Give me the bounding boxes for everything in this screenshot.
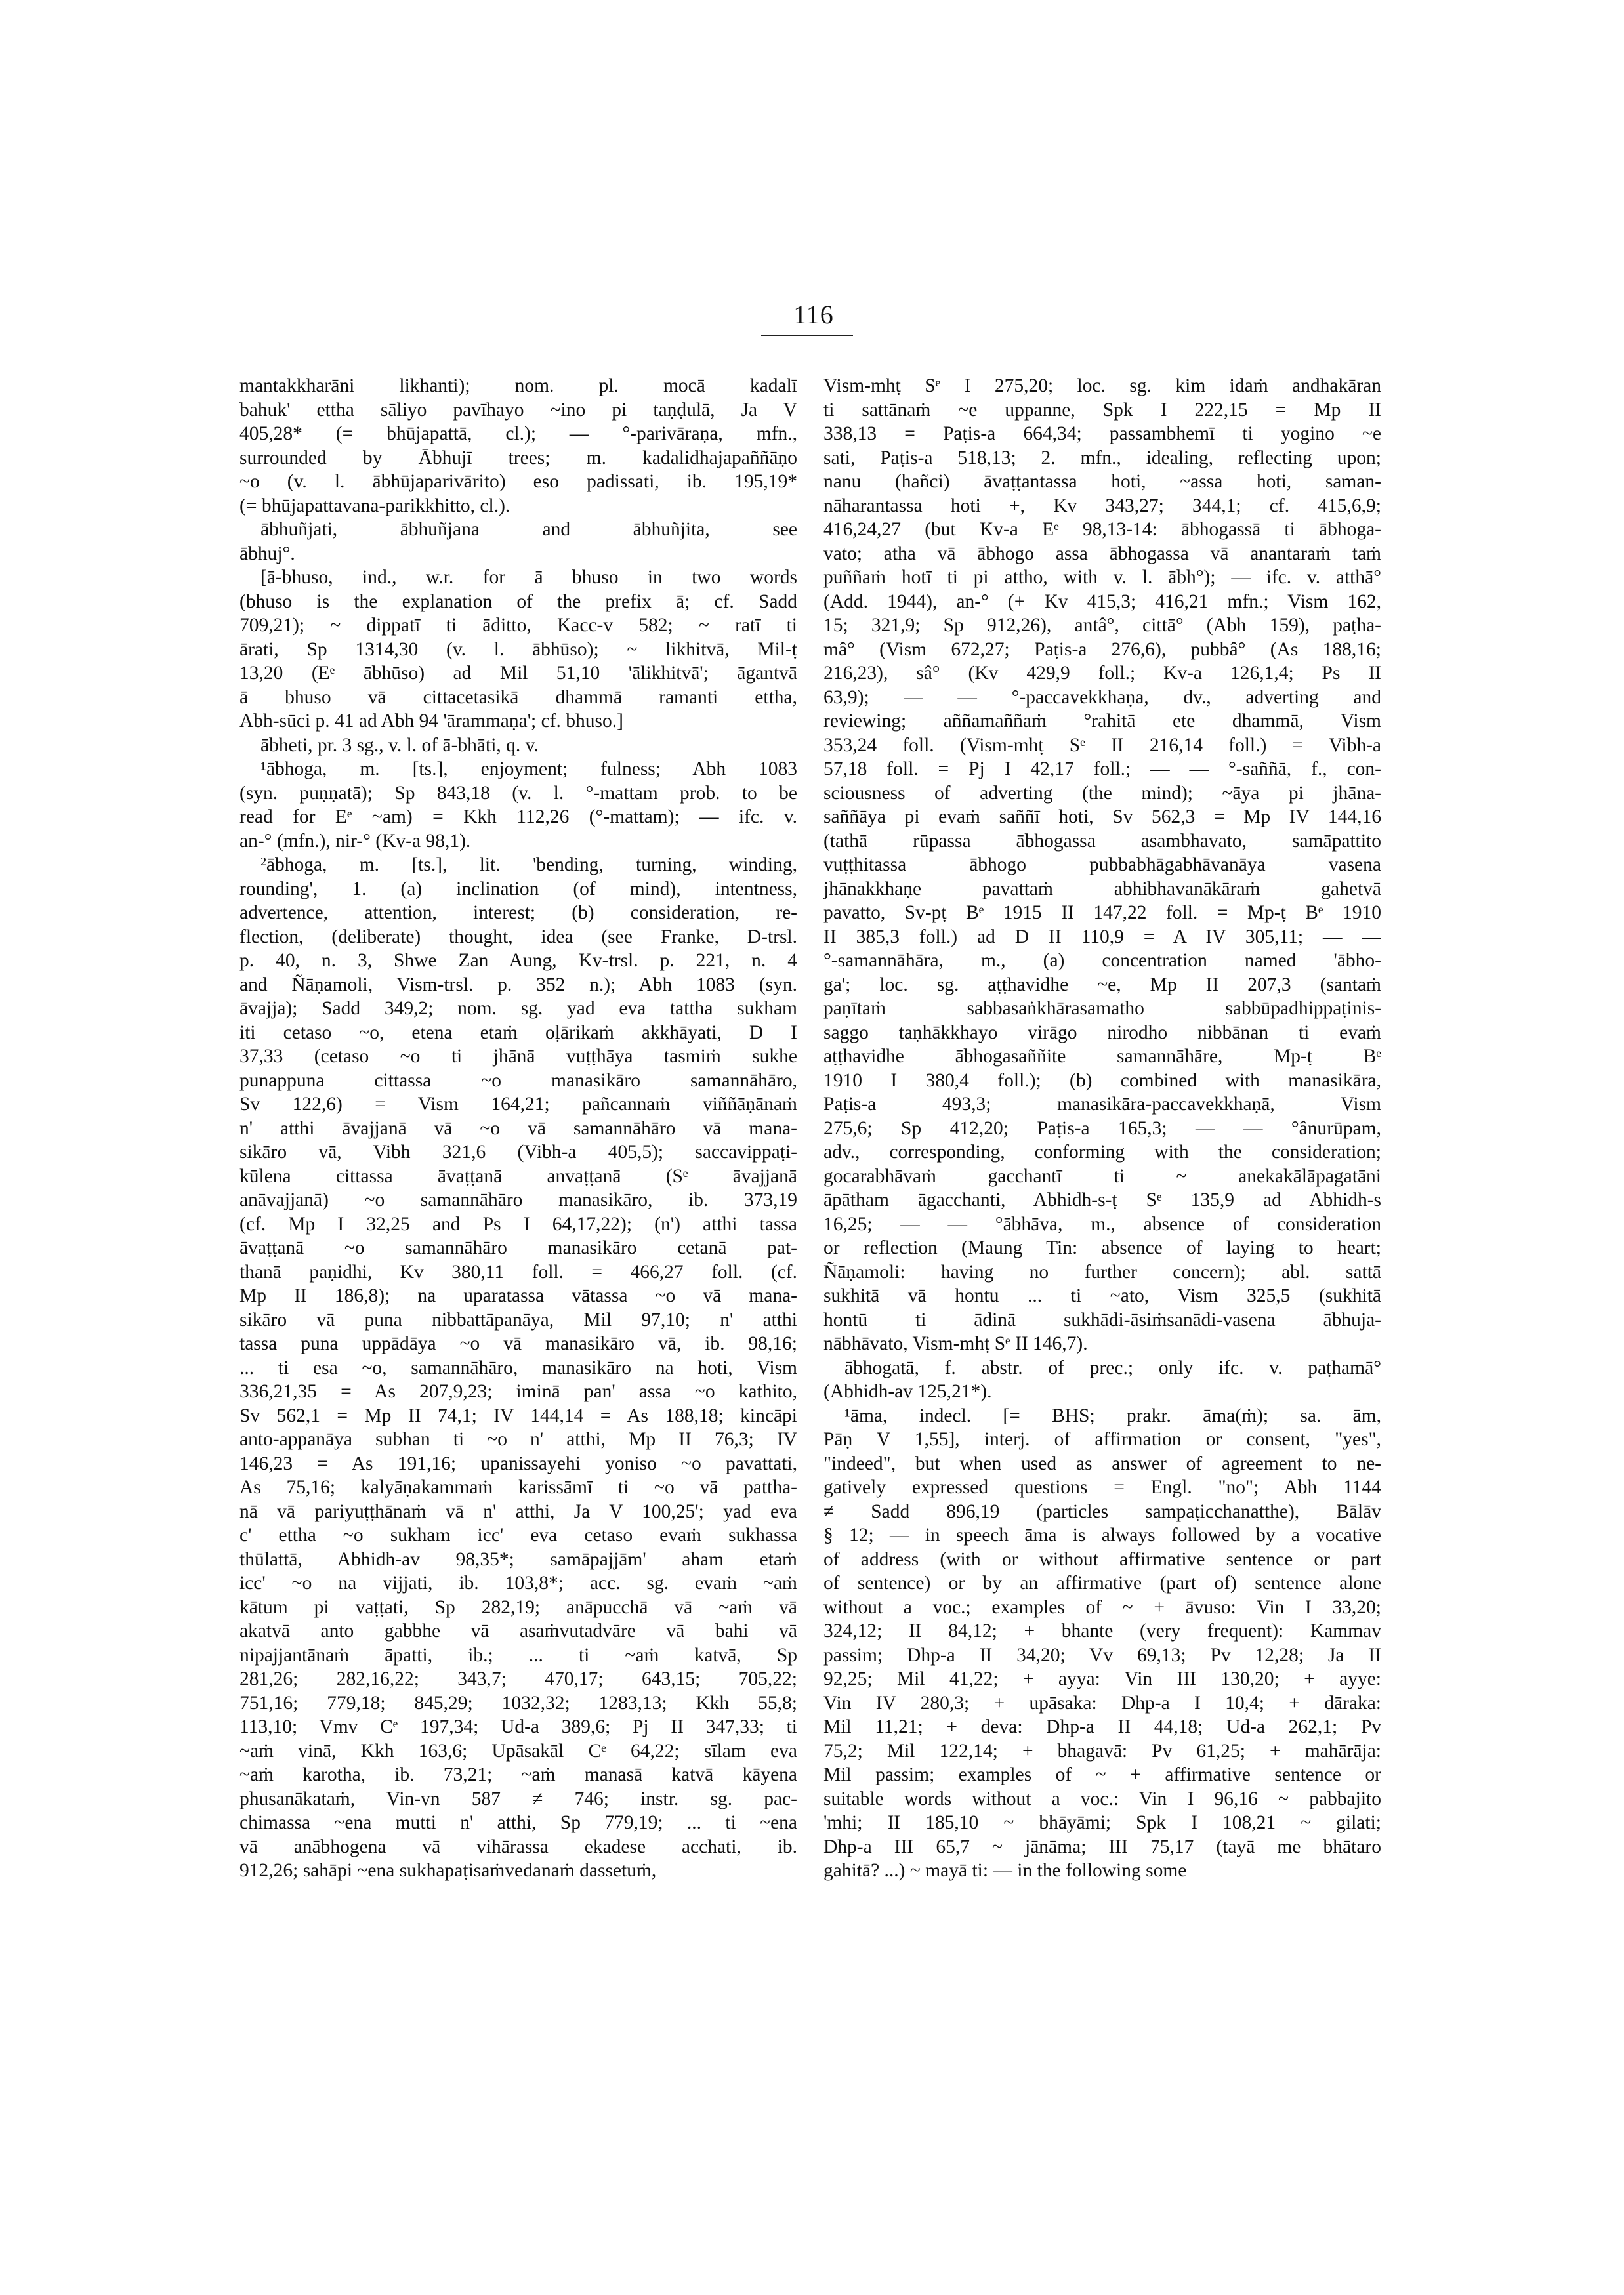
left-column-line: 113,10; Vmv Cᵉ 197,34; Ud-a 389,6; Pj II 347,33; ti <box>239 1716 797 1737</box>
left-column-line: Sv 562,1 = Mp II 74,1; IV 144,14 = As 188,18; kincāpi <box>239 1405 797 1426</box>
right-column-line: °-samannāhāra, m., (a) concentration named 'ābho- <box>823 950 1381 971</box>
left-column-line: Sv 122,6) = Vism 164,21; pañcannaṁ viññāṇānaṁ <box>239 1094 797 1115</box>
left-column-line: anto-appanāya subhan ti ~o n' atthi, Mp II 76,3; IV <box>239 1429 797 1450</box>
left-column <box>239 374 797 1883</box>
right-column-line: 16,25; — — °ābhāva, m., absence of consideration <box>823 1213 1381 1235</box>
right-column-line: reviewing; aññamaññaṁ °rahitā ete dhammā, Vism <box>823 711 1381 732</box>
left-column-line: anāvajjanā) ~o samannāhāro manasikāro, ib. 373,19 <box>239 1189 797 1210</box>
left-column-line: phusanākataṁ, Vin-vn 587 ≠ 746; instr. sg. pac- <box>239 1788 797 1809</box>
left-column-line: ābhuj°. <box>239 543 295 564</box>
left-column-line: mantakkharāni likhanti); nom. pl. mocā kadalī <box>239 375 797 396</box>
left-column-line: c' ettha ~o sukham icc' eva cetaso evaṁ sukhassa <box>239 1525 797 1546</box>
left-column-line: punappuna cittassa ~o manasikāro samannāhāro, <box>239 1069 797 1091</box>
right-column-line: puññaṁ hotī ti pi attho, with v. l. ābh°); — ifc. v. atthā° <box>823 567 1381 588</box>
left-column-line: 751,16; 779,18; 845,29; 1032,32; 1283,13; Kkh 55,8; <box>239 1692 797 1714</box>
right-column-line: adv., corresponding, conforming with the consideration; <box>823 1142 1381 1163</box>
left-column-line: Mp II 186,8); na uparatassa vātassa ~o vā mana- <box>239 1285 797 1306</box>
right-column-line: 324,12; II 84,12; + bhante (very frequent): Kammav <box>823 1621 1381 1642</box>
right-column-line: II 385,3 foll.) ad D II 110,9 = A IV 305,11; — — <box>823 926 1381 947</box>
right-column-line: of address (with or without affirmative sentence or part <box>823 1548 1381 1570</box>
left-column-line: kātum pi vaṭṭati, Sp 282,19; anāpucchā vā ~aṁ vā <box>239 1596 797 1618</box>
left-column-line: 13,20 (Eᵉ ābhūso) ad Mil 51,10 'ālikhitvā'; āgantvā <box>239 663 797 684</box>
right-column-line: or reflection (Maung Tin: absence of laying to heart; <box>823 1237 1381 1258</box>
left-column-line: āvaṭṭanā ~o samannāhāro manasikāro cetanā pat- <box>239 1237 797 1258</box>
left-column-line: [ā-bhuso, ind., w.r. for ā bhuso in two words <box>260 567 797 588</box>
left-column-line: (cf. Mp I 32,25 and Ps I 64,17,22); (n') atthi tassa <box>239 1213 797 1235</box>
right-column-line: (Abhidh-av 125,21*). <box>823 1381 992 1402</box>
left-column-line: As 75,16; kalyāṇakammaṁ karissāmī ti ~o vā pattha- <box>239 1477 797 1498</box>
right-column-line: jhānakkhaṇe pavattaṁ abhibhavanākāraṁ gahetvā <box>823 878 1381 899</box>
left-column-line: bahuk' ettha sāliyo pavīhayo ~ino pi taṇḍulā, Ja V <box>239 399 797 421</box>
right-column-line: of sentence) or by an affirmative (part of) sentence alone <box>823 1573 1381 1594</box>
left-column-line: tassa puna uppādāya ~o vā manasikāro vā, ib. 98,16; <box>239 1333 797 1354</box>
right-column-line: nābhāvato, Vism-mhṭ Sᵉ II 146,7). <box>823 1333 1088 1354</box>
left-column-line: ā bhuso vā cittacetasikā dhammā ramanti ettha, <box>239 686 797 708</box>
left-column-line: sikāro vā puna nibbattāpanāya, Mil 97,10; n' atthi <box>239 1309 797 1331</box>
right-column-line: 275,6; Sp 412,20; Paṭis-a 165,3; — — °ânurūpam, <box>823 1117 1381 1139</box>
left-column-line: ābheti, pr. 3 sg., v. l. of ā-bhāti, q. v. <box>260 734 539 756</box>
right-column-line: Dhp-a III 65,7 ~ jānāma; III 75,17 (tayā me bhātaro <box>823 1836 1381 1857</box>
right-column-line: "indeed", but when used as answer of agreement to ne- <box>823 1453 1381 1474</box>
right-column-line: 416,24,27 (but Kv-a Eᵉ 98,13-14: ābhogassā ti ābhoga- <box>823 519 1381 540</box>
left-column-line: flection, (deliberate) thought, idea (see Franke, D-trsl. <box>239 926 797 947</box>
right-column-line: (Add. 1944), an-° (+ Kv 415,3; 416,21 mfn.; Vism 162, <box>823 590 1381 612</box>
right-column-line: hontū ti ādinā sukhādi-āsiṁsanādi-vasena ābhuja- <box>823 1309 1381 1331</box>
right-column-line: saññāya pi evaṁ saññī hoti, Sv 562,3 = Mp IV 144,16 <box>823 806 1381 827</box>
right-column-line: § 12; — in speech āma is always followed by a vocative <box>823 1525 1381 1546</box>
left-column-line: 37,33 (cetaso ~o ti jhānā vuṭṭhāya tasmiṁ sukhe <box>239 1046 797 1067</box>
right-column-line: suitable words without a voc.: Vin I 96,16 ~ pabbajito <box>823 1788 1381 1809</box>
left-column-line: Abh-sūci p. 41 ad Abh 94 'ārammaṇa'; cf. bhuso.] <box>239 711 623 732</box>
left-column-line: nipajjantānaṁ āpatti, ib.; ... ti ~aṁ katvā, Sp <box>239 1644 797 1666</box>
right-column-line: passim; Dhp-a II 34,20; Vv 69,13; Pv 12,28; Ja II <box>823 1644 1381 1666</box>
left-column-line: surrounded by Ābhujī trees; m. kadalidhajapaññāṇo <box>239 447 797 468</box>
right-column-line: gatively expressed questions = Engl. "no"; Abh 1144 <box>823 1477 1381 1498</box>
left-column-line: ārati, Sp 1314,30 (v. l. ābhūso); ~ likhitvā, Mil-ṭ <box>239 638 797 660</box>
left-column-line: n' atthi āvajjanā vā ~o vā samannāhāro vā mana- <box>239 1117 797 1139</box>
right-column-line: pavatto, Sv-pṭ Bᵉ 1915 II 147,22 foll. = Mp-ṭ Bᵉ 1910 <box>823 902 1381 923</box>
left-column-line: ¹ābhoga, m. [ts.], enjoyment; fulness; Abh 1083 <box>260 758 797 779</box>
right-column-line: sukhitā vā hontu ... ti ~ato, Vism 325,5 (sukhitā <box>823 1285 1381 1306</box>
left-column-line: rounding', 1. (a) inclination (of mind), intentness, <box>239 878 797 899</box>
left-column-line: iti cetaso ~o, etena etaṁ oḷārikaṁ akkhāyati, D I <box>239 1022 797 1043</box>
left-column-line: kūlena cittassa āvaṭṭanā anvaṭṭanā (Sᵉ āvajjanā <box>239 1165 797 1187</box>
right-column-line: vato; atha vā ābhogo assa ābhogassa vā anantaraṁ taṁ <box>823 543 1381 564</box>
left-column-line: sikāro vā, Vibh 321,6 (Vibh-a 405,5); saccavippaṭi- <box>239 1142 797 1163</box>
right-column-line: 338,13 = Paṭis-a 664,34; passambhemī ti yogino ~e <box>823 423 1381 444</box>
right-column <box>823 374 1381 1883</box>
left-column-line: chimassa ~ena mutti n' atthi, Sp 779,19; ... ti ~ena <box>239 1812 797 1833</box>
left-column-line: akatvā anto gabbhe vā asaṁvutadvāre vā bahi vā <box>239 1621 797 1642</box>
right-column-line: nāharantassa hoti +, Kv 343,27; 344,1; cf. 415,6,9; <box>823 495 1381 516</box>
right-column-line: 'mhi; II 185,10 ~ bhāyāmi; Spk I 108,21 ~ gilati; <box>823 1812 1381 1833</box>
right-column-line: ga'; loc. sg. aṭṭhavidhe ~e, Mp II 207,3 (santaṁ <box>823 974 1381 995</box>
left-column-line: advertence, attention, interest; (b) consideration, re- <box>239 902 797 923</box>
right-column-line: Paṭis-a 493,3; manasikāra-paccavekkhaṇā, Vism <box>823 1094 1381 1115</box>
header-rule <box>761 335 853 336</box>
right-column-line: Vin IV 280,3; + upāsaka: Dhp-a I 10,4; + dāraka: <box>823 1692 1381 1714</box>
right-column-line: Vism-mhṭ Sᵉ I 275,20; loc. sg. kim idaṁ andhakāran <box>823 375 1381 396</box>
right-column-line: Mil passim; examples of ~ + affirmative sentence or <box>823 1764 1381 1785</box>
left-column-line: read for Eᵉ ~am) = Kkh 112,26 (°-mattam); — ifc. v. <box>239 806 797 827</box>
right-column-line: Ñāṇamoli: having no further concern); abl. sattā <box>823 1261 1381 1283</box>
left-column-line: (syn. puṇṇatā); Sp 843,18 (v. l. °-mattam prob. to be <box>239 782 797 804</box>
left-column-line: 405,28* (= bhūjapattā, cl.); — °-parivāraṇa, mfn., <box>239 423 797 444</box>
left-column-line: 146,23 = As 191,16; upanissayehi yoniso ~o pavattati, <box>239 1453 797 1474</box>
left-column-line: thanā paṇidhi, Kv 380,11 foll. = 466,27 foll. (cf. <box>239 1261 797 1283</box>
left-column-line: 709,21); ~ dippatī ti āditto, Kacc-v 582; ~ ratī ti <box>239 615 797 636</box>
left-column-line: ²ābhoga, m. [ts.], lit. 'bending, turning, winding, <box>260 854 797 875</box>
page-number: 116 <box>793 300 834 329</box>
right-column-line: 75,2; Mil 122,14; + bhagavā: Pv 61,25; + mahārāja: <box>823 1740 1381 1762</box>
left-column-line: thūlattā, Abhidh-av 98,35*; samāpajjām' aham etaṁ <box>239 1548 797 1570</box>
right-column-line: sati, Paṭis-a 518,13; 2. mfn., idealing, reflecting upon; <box>823 447 1381 468</box>
right-column-line: 1910 I 380,4 foll.); (b) combined with manasikāra, <box>823 1069 1381 1091</box>
right-column-line: 92,25; Mil 41,22; + ayya: Vin III 130,20; + ayye: <box>823 1668 1381 1689</box>
right-column-line: mâ° (Vism 672,27; Paṭis-a 276,6), pubbâ° (As 188,16; <box>823 638 1381 660</box>
right-column-line: nanu (hañci) āvaṭṭantassa hoti, ~assa hoti, saman- <box>823 471 1381 492</box>
left-column-line: ... ti esa ~o, samannāhāro, manasikāro na hoti, Vism <box>239 1357 797 1378</box>
left-column-line: an-° (mfn.), nir-° (Kv-a 98,1). <box>239 830 471 852</box>
right-column-line: saggo taṇhākkhayo virāgo nirodho nibbānan ti evaṁ <box>823 1022 1381 1043</box>
right-column-line: gocarabhāvaṁ gacchantī ti ~ anekakālāpagatāni <box>823 1165 1381 1187</box>
left-column-line: vā anābhogena vā vihārassa ekadese acchati, ib. <box>239 1836 797 1857</box>
right-column-line: 216,23), sâ° (Kv 429,9 foll.; Kv-a 126,1,4; Ps II <box>823 663 1381 684</box>
right-column-line: 63,9); — — °-paccavekkhaṇa, dv., adverting and <box>823 686 1381 708</box>
right-column-line: ābhogatā, f. abstr. of prec.; only ifc. v. paṭhamā° <box>844 1357 1381 1378</box>
left-column-line: ~aṁ vinā, Kkh 163,6; Upāsakāl Cᵉ 64,22; sīlam eva <box>239 1740 797 1762</box>
right-column-line: (tathā rūpassa ābhogassa asambhavato, samāpattito <box>823 830 1381 852</box>
right-column-line: ¹āma, indecl. [= BHS; prakr. āma(ṁ); sa. ām, <box>844 1405 1381 1426</box>
right-column-line: āpātham āgacchanti, Abhidh-s-ṭ Sᵉ 135,9 ad Abhidh-s <box>823 1189 1381 1210</box>
right-column-line: aṭṭhavidhe ābhogasaññite samannāhāre, Mp-ṭ Bᵉ <box>823 1046 1381 1067</box>
left-column-line: (= bhūjapattavana-parikkhitto, cl.). <box>239 495 510 516</box>
right-column-line: 353,24 foll. (Vism-mhṭ Sᵉ II 216,14 foll.) = Vibh-a <box>823 734 1381 756</box>
right-column-line: gahitā? ...) ~ mayā ti: — in the following some <box>823 1860 1187 1881</box>
right-column-line: without a voc.; examples of ~ + āvuso: Vin I 33,20; <box>823 1596 1381 1618</box>
left-column-line: p. 40, n. 3, Shwe Zan Aung, Kv-trsl. p. 221, n. 4 <box>239 950 797 971</box>
right-column-line: Mil 11,21; + deva: Dhp-a II 44,18; Ud-a 262,1; Pv <box>823 1716 1381 1737</box>
right-column-line: ≠ Sadd 896,19 (particles sampaṭicchanatthe), Bālāv <box>823 1500 1381 1522</box>
left-column-line: icc' ~o na vijjati, ib. 103,8*; acc. sg. evaṁ ~aṁ <box>239 1573 797 1594</box>
right-column-line: 15; 321,9; Sp 912,26), antâ°, cittā° (Abh 159), paṭha- <box>823 615 1381 636</box>
right-column-line: paṇītaṁ sabbasaṅkhārasamatho sabbūpadhippaṭinis- <box>823 998 1381 1019</box>
right-column-line: Pāṇ V 1,55], interj. of affirmation or consent, "yes", <box>823 1429 1381 1450</box>
right-column-line: 57,18 foll. = Pj I 42,17 foll.; — — °-saññā, f., con- <box>823 758 1381 779</box>
left-column-line: nā vā pariyuṭṭhānaṁ vā n' atthi, Ja V 100,25'; yad eva <box>239 1500 797 1522</box>
right-column-line: vuṭṭhitassa ābhogo pubbabhāgabhāvanāya vasena <box>823 854 1381 875</box>
left-column-line: ābhuñjati, ābhuñjana and ābhuñjita, see <box>260 519 797 540</box>
right-column-line: sciousness of adverting (the mind); ~āya pi jhāna- <box>823 782 1381 804</box>
left-column-line: 281,26; 282,16,22; 343,7; 470,17; 643,15; 705,22; <box>239 1668 797 1689</box>
right-column-line: ti sattānaṁ ~e uppanne, Spk I 222,15 = Mp II <box>823 399 1381 421</box>
left-column-line: and Ñāṇamoli, Vism-trsl. p. 352 n.); Abh 1083 (syn. <box>239 974 797 995</box>
left-column-line: ~aṁ karotha, ib. 73,21; ~aṁ manasā katvā kāyena <box>239 1764 797 1785</box>
left-column-line: 336,21,35 = As 207,9,23; iminā pan' assa ~o kathito, <box>239 1381 797 1402</box>
left-column-line: 912,26; sahāpi ~ena sukhapaṭisaṁvedanaṁ dassetuṁ, <box>239 1860 657 1881</box>
left-column-line: āvajja); Sadd 349,2; nom. sg. yad eva tattha sukham <box>239 998 797 1019</box>
left-column-line: (bhuso is the explanation of the prefix ā; cf. Sadd <box>239 590 797 612</box>
left-column-line: ~o (v. l. ābhūjaparivārito) eso padissati, ib. 195,19* <box>239 471 797 492</box>
